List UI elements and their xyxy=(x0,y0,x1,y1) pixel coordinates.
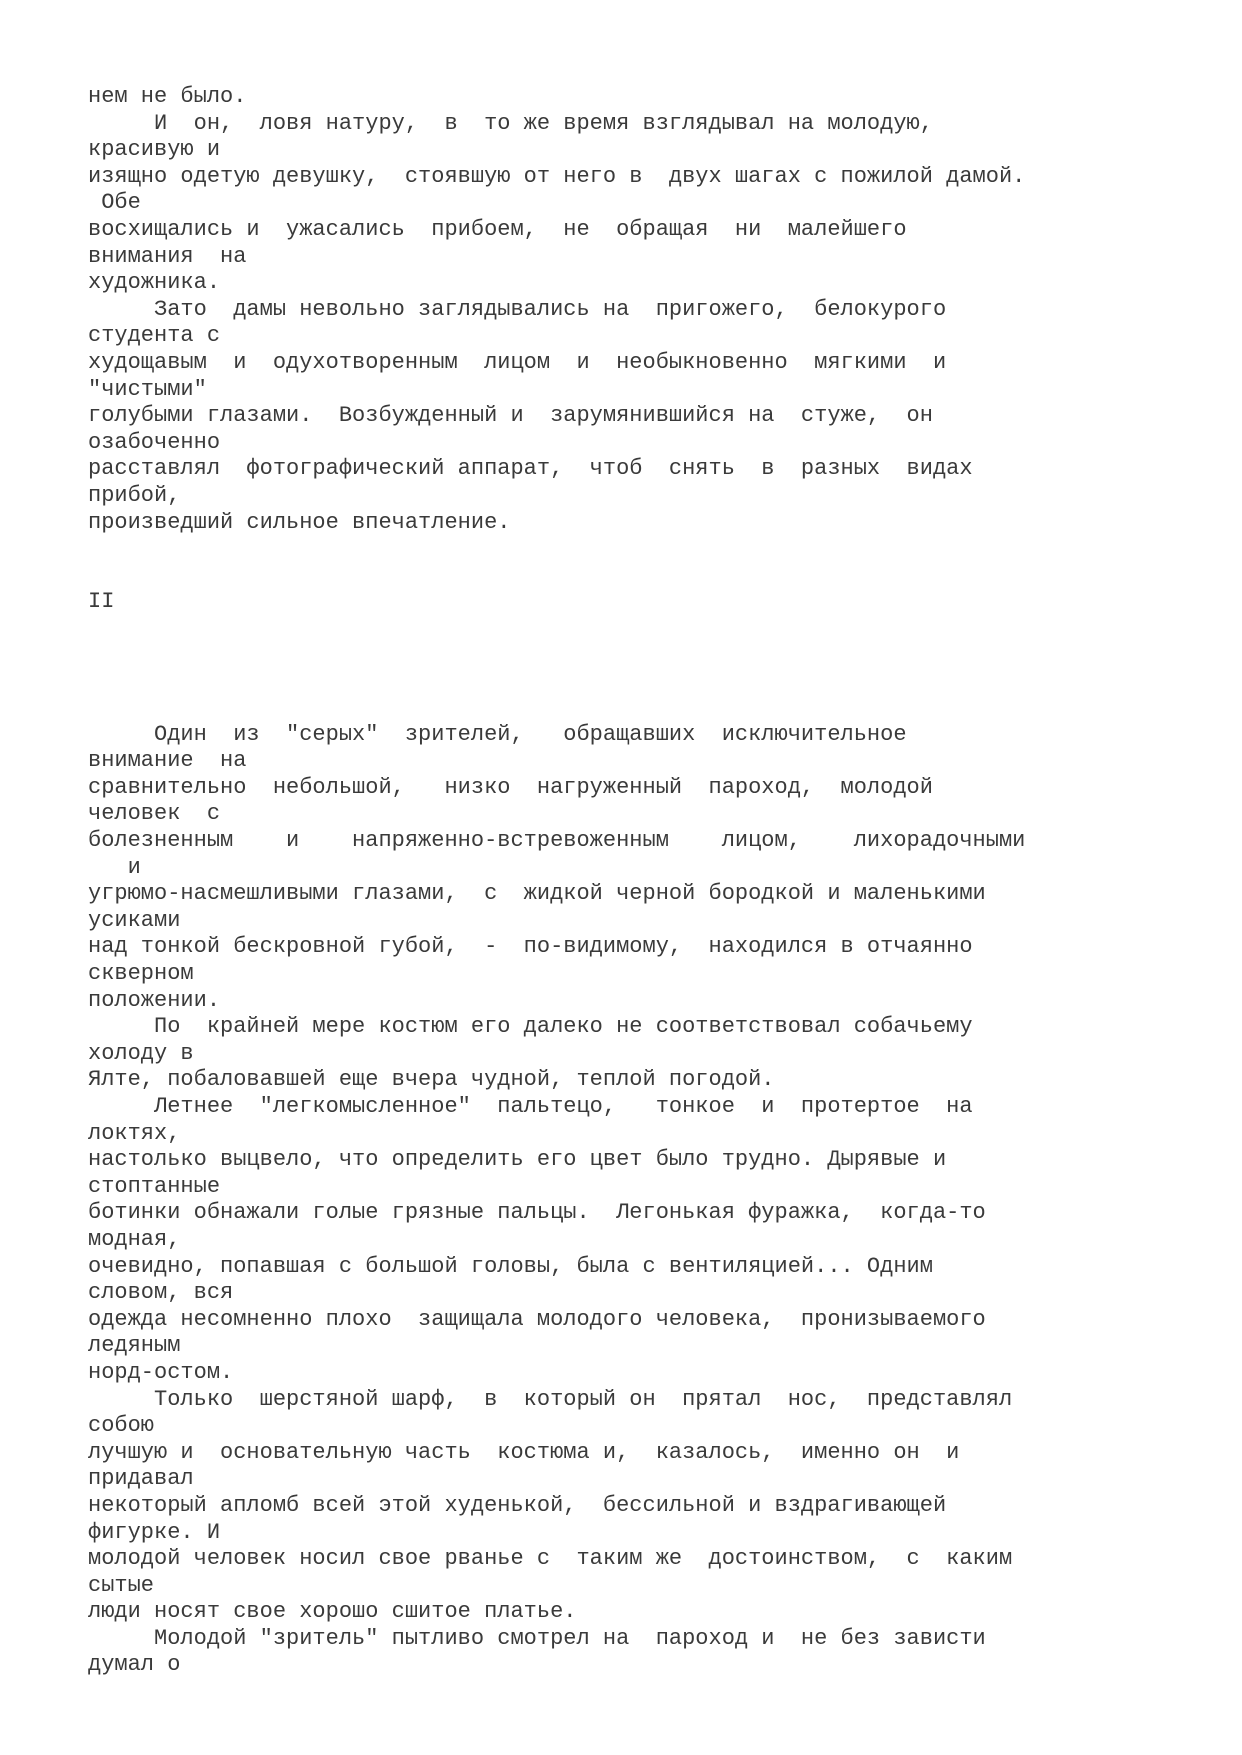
text-line: ледяным xyxy=(88,1333,181,1359)
text-line: Один из "серых" зрителей, обращавших исключительное xyxy=(88,721,907,747)
text-line: положении. xyxy=(88,987,221,1013)
text-line: расставлял фотографический аппарат, чтоб снять в разных видах xyxy=(88,456,973,482)
text-line: По крайней мере костюм его далеко не соответствовал собачьему xyxy=(88,1014,973,1040)
text-line: локтях, xyxy=(88,1120,181,1146)
text-line: художника. xyxy=(88,270,221,296)
text-line: думал о xyxy=(88,1652,181,1678)
text-line: настолько выцвело, что определить его цвет было трудно. Дырявые и xyxy=(88,1147,947,1173)
text-line: сравнительно небольшой, низко нагруженный пароход, молодой xyxy=(88,774,933,800)
text-line: скверном xyxy=(88,961,194,987)
text-line: студента с xyxy=(88,323,221,349)
text-line: усиками xyxy=(88,907,181,933)
text-line: фигурке. И xyxy=(88,1519,221,1545)
text-block-1 xyxy=(88,84,1228,536)
text-line: придавал xyxy=(88,1466,194,1492)
text-block-2 xyxy=(88,722,1228,1679)
document-page xyxy=(88,84,1228,1679)
text-line: модная, xyxy=(88,1226,181,1252)
text-line: внимание на xyxy=(88,748,247,774)
text-line: красивую и xyxy=(88,137,221,163)
text-line: изящно одетую девушку, стоявшую от него в двух шагах с пожилой дамой. xyxy=(88,163,1026,189)
text-line: над тонкой бескровной губой, - по-видимому, находился в отчаянно xyxy=(88,934,973,960)
text-line: озабоченно xyxy=(88,429,221,455)
text-line: собою xyxy=(88,1413,155,1439)
text-line: Только шерстяной шарф, в который он прятал нос, представлял xyxy=(88,1386,1013,1412)
text-line: прибой, xyxy=(88,482,181,508)
text-line: болезненным и напряженно-встревоженным лицом, лихорадочными xyxy=(88,828,1026,854)
text-line: некоторый апломб всей этой худенькой, бессильной и вздрагивающей xyxy=(88,1492,947,1518)
text-line: "чистыми" xyxy=(88,376,207,402)
text-line: норд-остом. xyxy=(88,1359,234,1385)
text-line: произведший сильное впечатление. xyxy=(88,509,511,535)
text-line: очевидно, попавшая с большой головы, была с вентиляцией... Одним xyxy=(88,1253,933,1279)
text-line: восхищались и ужасались прибоем, не обращая ни малейшего xyxy=(88,216,907,242)
text-line: и xyxy=(88,854,141,880)
text-line: угрюмо-насмешливыми глазами, с жидкой черной бородкой и маленькими xyxy=(88,881,986,907)
text-line: человек с xyxy=(88,801,221,827)
text-line: Молодой "зритель" пытливо смотрел на пароход и не без зависти xyxy=(88,1625,986,1651)
text-line: ботинки обнажали голые грязные пальцы. Легонькая фуражка, когда-то xyxy=(88,1200,986,1226)
text-line: одежда несомненно плохо защищала молодого человека, пронизываемого xyxy=(88,1306,986,1332)
text-line: Летнее "легкомысленное" пальтецо, тонкое и протертое на xyxy=(88,1094,973,1119)
text-line: люди носят свое хорошо сшитое платье. xyxy=(88,1599,577,1625)
text-line: словом, вся xyxy=(88,1280,234,1306)
text-line: нем не было. xyxy=(88,84,247,109)
text-line: сытые xyxy=(88,1572,155,1598)
text-line: худощавым и одухотворенным лицом и необыкновенно мягкими и xyxy=(88,349,947,375)
text-line: И он, ловя натуру, в то же время взглядывал на молодую, xyxy=(88,110,933,136)
text-line: Зато дамы невольно заглядывались на пригожего, белокурого xyxy=(88,296,947,322)
chapter-heading: II xyxy=(88,589,115,615)
text-line: Ялте, побаловавшей еще вчера чудной, теплой погодой. xyxy=(88,1067,775,1093)
text-line: Обе xyxy=(88,190,141,216)
text-line: внимания на xyxy=(88,243,247,269)
text-line: голубыми глазами. Возбужденный и зарумянившийся на стуже, он xyxy=(88,403,933,429)
text-line: лучшую и основательную часть костюма и, казалось, именно он и xyxy=(88,1439,960,1465)
text-line: стоптанные xyxy=(88,1173,221,1199)
text-line: молодой человек носил свое рванье с таким же достоинством, с каким xyxy=(88,1546,1013,1572)
text-line: холоду в xyxy=(88,1040,194,1066)
